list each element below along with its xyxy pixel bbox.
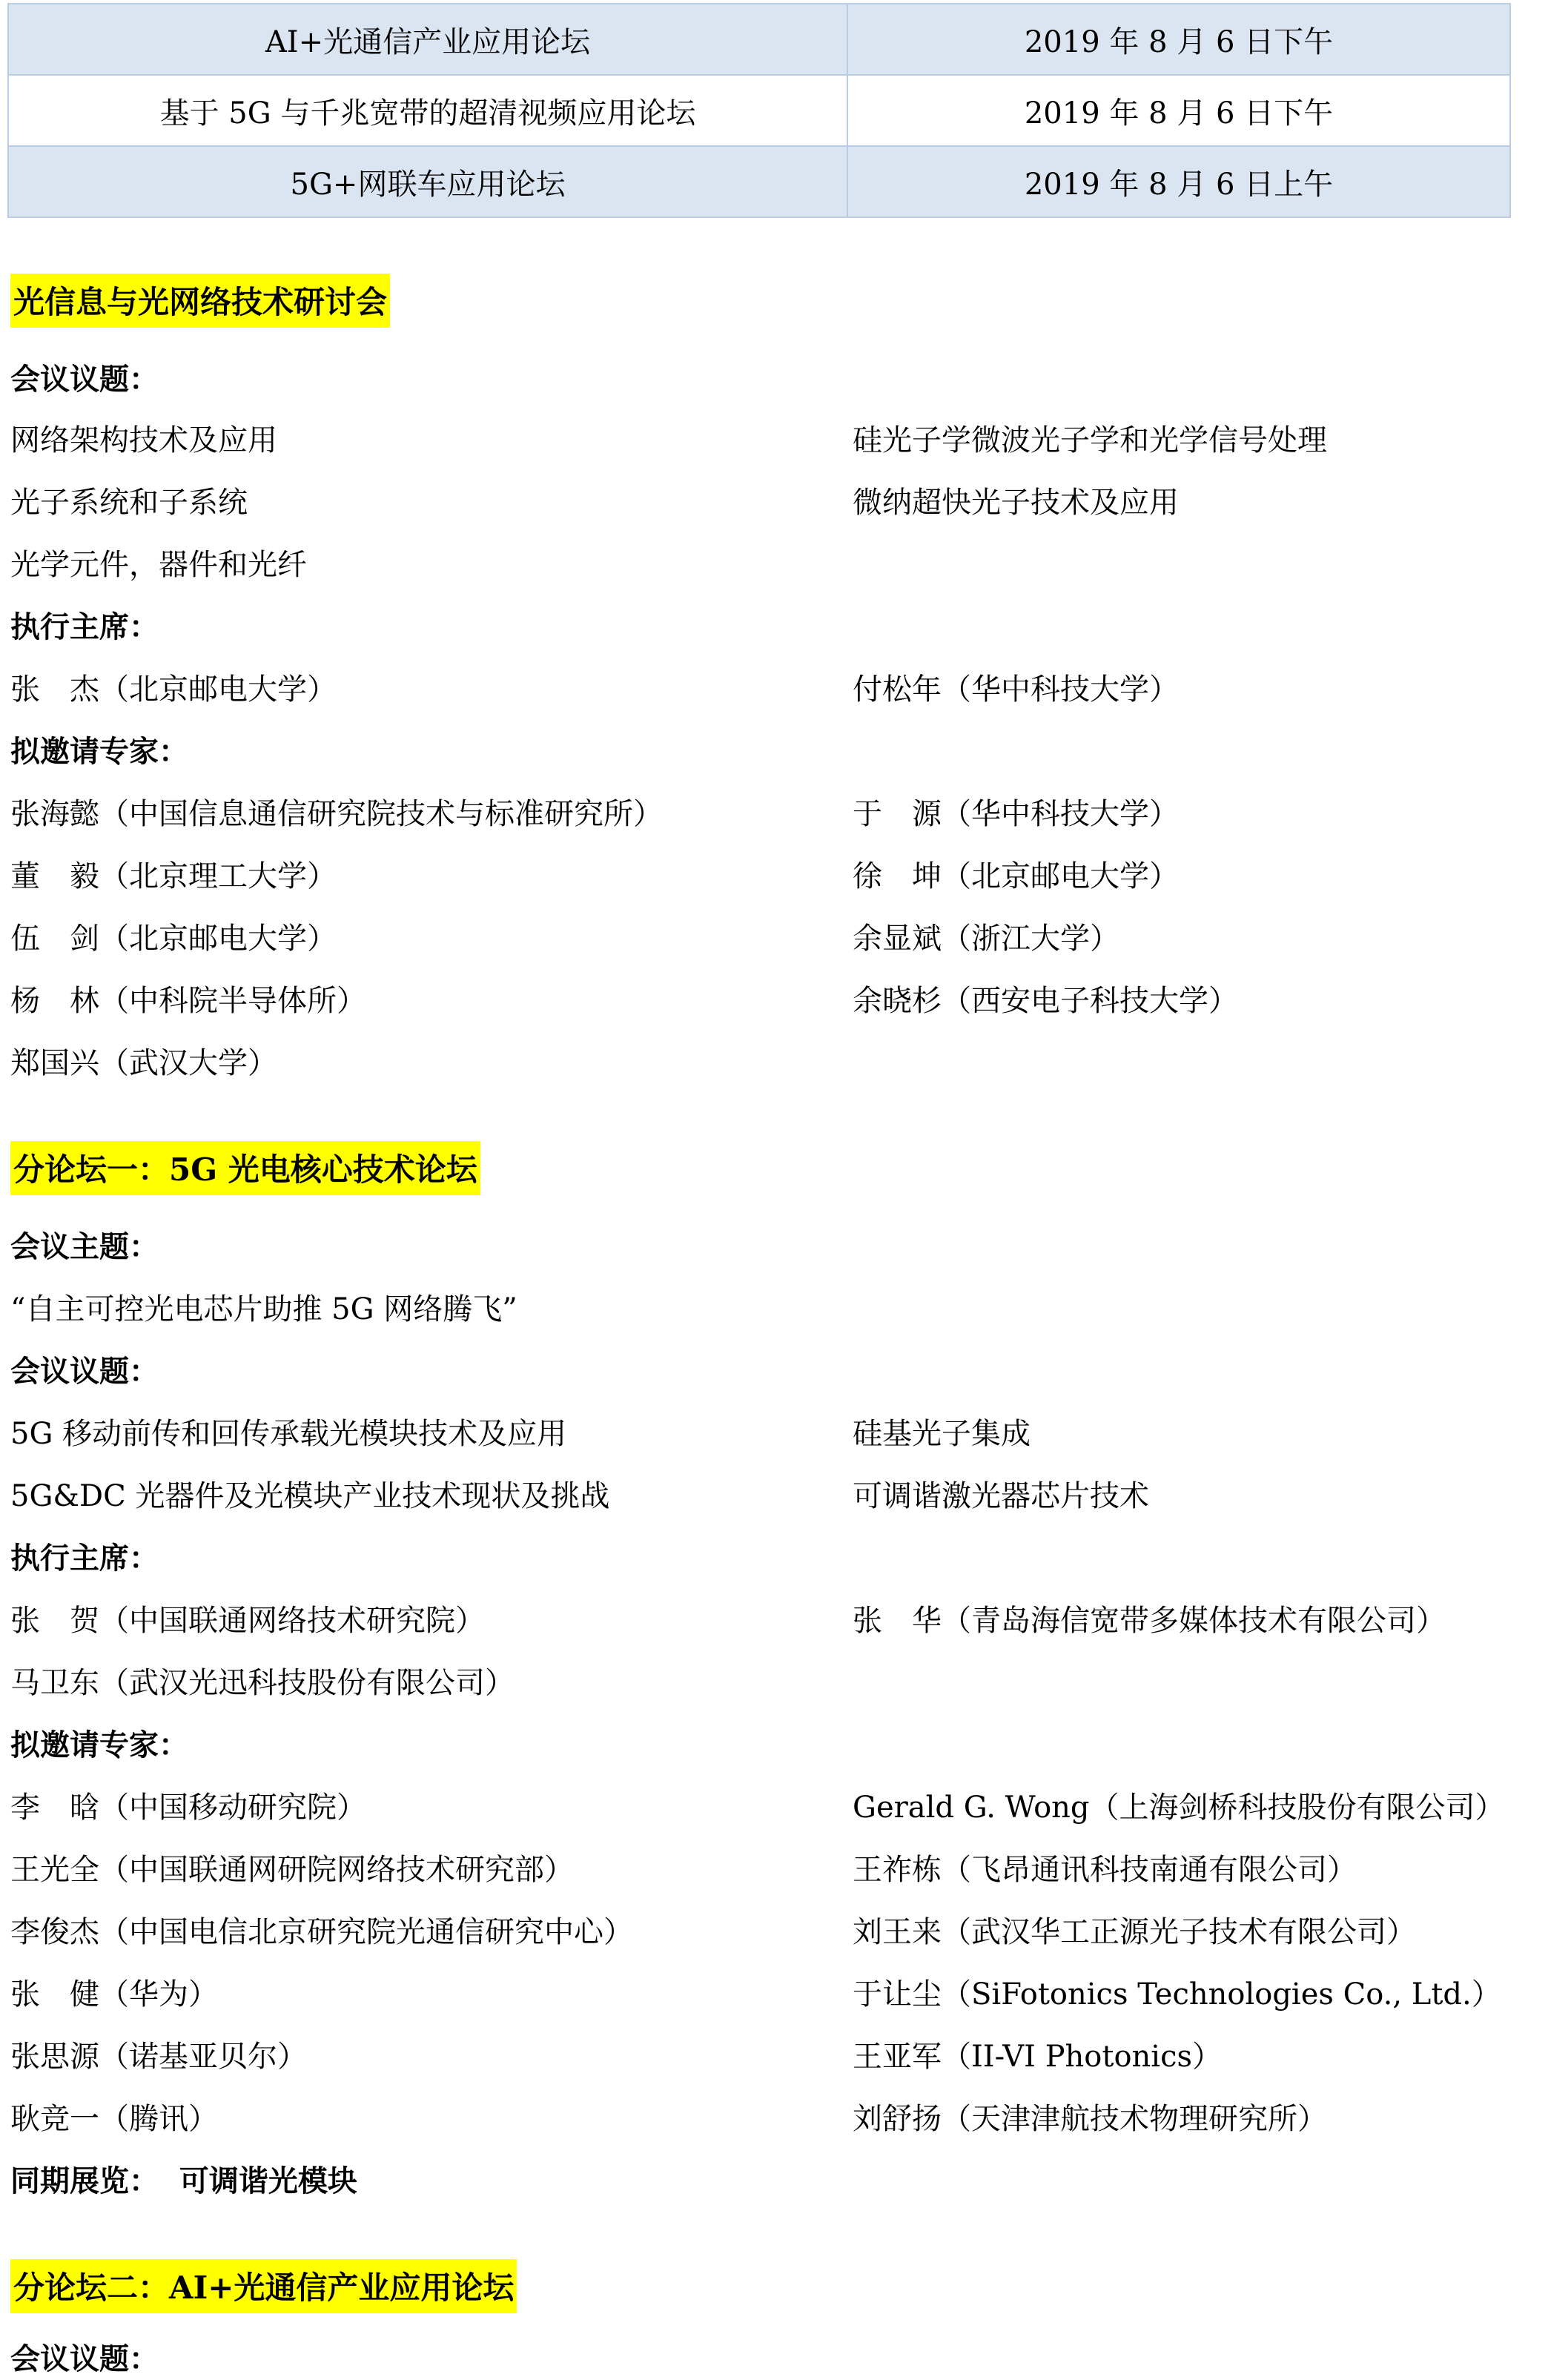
topic-item: 微纳超快光子技术及应用 xyxy=(853,486,1179,520)
topic-item: 5G&DC 光器件及光模块产业技术现状及挑战 xyxy=(10,1479,610,1513)
topics-label: 会议议题： xyxy=(10,362,159,397)
expert-item: 徐 坤（北京邮电大学） xyxy=(853,859,1179,893)
expert-item: 刘舒扬（天津津航技术物理研究所） xyxy=(853,2102,1327,2136)
expert-item: 郑国兴（武汉大学） xyxy=(10,1046,277,1080)
expo-label: 同期展览： xyxy=(10,2164,159,2198)
expert-item: 伍 剑（北京邮电大学） xyxy=(10,922,337,956)
topic-item: 光学元件，器件和光纤 xyxy=(10,548,307,582)
topics-label: 会议议题： xyxy=(10,1354,159,1389)
forum2-heading xyxy=(10,2267,517,2310)
section-title: 分论坛一：5G 光电核心技术论坛 xyxy=(10,1141,480,1195)
forum-name-cell: 5G+网联车应用论坛 xyxy=(8,146,847,217)
table-row xyxy=(8,4,1510,75)
topic-item: 硅基光子集成 xyxy=(853,1417,1031,1451)
chair-item: 张 杰（北京邮电大学） xyxy=(10,672,337,707)
topic-item: 网络架构技术及应用 xyxy=(10,423,277,457)
topics-label: 会议议题： xyxy=(10,2341,159,2376)
expert-item: 张 健（华为） xyxy=(10,1977,218,2012)
forum1-heading xyxy=(10,1149,480,1191)
topic-item: 可调谐激光器芯片技术 xyxy=(853,1479,1149,1513)
forum-name-cell: 基于 5G 与千兆宽带的超清视频应用论坛 xyxy=(8,75,847,146)
forum-time-cell: 2019 年 8 月 6 日下午 xyxy=(847,4,1510,75)
topic-item: 光子系统和子系统 xyxy=(10,486,248,520)
expert-item: 王光全（中国联通网研院网络技术研究部） xyxy=(10,1853,574,1887)
expert-item: 董 毅（北京理工大学） xyxy=(10,859,337,893)
theme-label: 会议主题： xyxy=(10,1229,159,1264)
expert-item: 李俊杰（中国电信北京研究院光通信研究中心） xyxy=(10,1915,633,1949)
topic-item: 5G 移动前传和回传承载光模块技术及应用 xyxy=(10,1417,567,1451)
section-title: 光信息与光网络技术研讨会 xyxy=(10,274,390,328)
expert-item: 余显斌（浙江大学） xyxy=(853,922,1119,956)
chair-item: 张 贺（中国联通网络技术研究院） xyxy=(10,1604,485,1638)
forum-time-cell: 2019 年 8 月 6 日下午 xyxy=(847,75,1510,146)
section-title: 分论坛二：AI+光通信产业应用论坛 xyxy=(10,2259,517,2313)
experts-label: 拟邀请专家： xyxy=(10,734,188,769)
expo-line xyxy=(10,2161,357,2202)
expert-item: Gerald G. Wong（上海剑桥科技股份有限公司） xyxy=(853,1791,1505,1825)
expert-item: 张海懿（中国信息通信研究院技术与标准研究所） xyxy=(10,797,663,831)
chairs-label: 执行主席： xyxy=(10,609,159,644)
seminar-heading xyxy=(10,282,390,324)
chair-item: 张 华（青岛海信宽带多媒体技术有限公司） xyxy=(853,1604,1446,1638)
expert-item: 于让尘（SiFotonics Technologies Co., Ltd.） xyxy=(853,1977,1501,2012)
experts-label: 拟邀请专家： xyxy=(10,1728,188,1762)
table-row xyxy=(8,75,1510,146)
chair-item: 马卫东（武汉光迅科技股份有限公司） xyxy=(10,1666,515,1700)
expert-item: 于 源（华中科技大学） xyxy=(853,797,1179,831)
expert-item: 余晓杉（西安电子科技大学） xyxy=(853,984,1238,1018)
forum-time-cell: 2019 年 8 月 6 日上午 xyxy=(847,146,1510,217)
expert-item: 王祚栋（飞昂通讯科技南通有限公司） xyxy=(853,1853,1357,1887)
expert-item: 杨 林（中科院半导体所） xyxy=(10,984,366,1018)
expert-item: 李 晗（中国移动研究院） xyxy=(10,1791,366,1825)
chair-item: 付松年（华中科技大学） xyxy=(853,672,1179,707)
expert-item: 耿竞一（腾讯） xyxy=(10,2102,218,2136)
expert-item: 刘王来（武汉华工正源光子技术有限公司） xyxy=(853,1915,1416,1949)
forum-name-cell: AI+光通信产业应用论坛 xyxy=(8,4,847,75)
topic-item: 硅光子学微波光子学和光学信号处理 xyxy=(853,423,1327,457)
table-row xyxy=(8,146,1510,217)
expert-item: 张思源（诺基亚贝尔） xyxy=(10,2040,307,2074)
schedule-table xyxy=(7,3,1511,218)
expert-item: 王亚军（II-VI Photonics） xyxy=(853,2040,1223,2074)
theme-text: “自主可控光电芯片助推 5G 网络腾飞” xyxy=(10,1292,517,1326)
chairs-label: 执行主席： xyxy=(10,1541,159,1576)
expo-value: 可调谐光模块 xyxy=(179,2164,357,2198)
